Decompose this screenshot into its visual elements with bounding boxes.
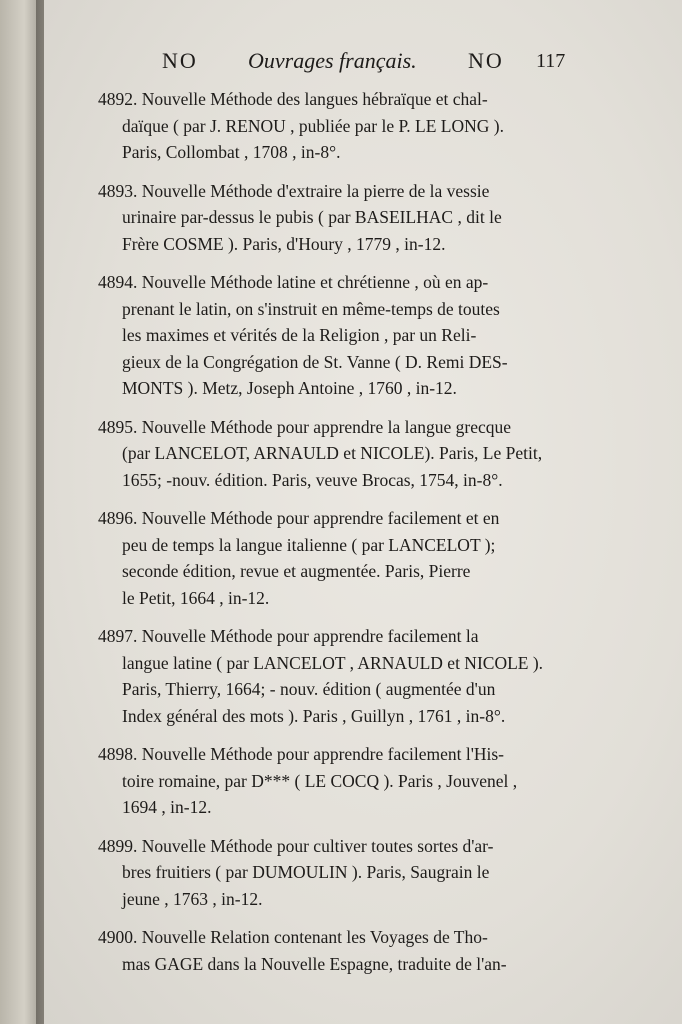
entry-first-line: 4892. Nouvelle Méthode des langues hébraïque et chal-: [98, 89, 488, 109]
entry-line: le Petit, 1664 , in-12.: [122, 587, 270, 608]
entry-line: toire romaine, par D*** ( LE COCQ ). Paris , Jouvenel ,: [122, 770, 518, 791]
entry-line: MONTS ). Metz, Joseph Antoine , 1760 , in-12.: [122, 378, 457, 398]
header-left: NO: [162, 48, 198, 73]
running-header: [162, 48, 622, 80]
entry-line: mas GAGE dans la Nouvelle Espagne, traduite de l'an-: [122, 953, 507, 974]
entry-line: langue latine ( par LANCELOT , ARNAULD et NICOLE ).: [122, 652, 544, 673]
entry-first-line: 4893. Nouvelle Méthode d'extraire la pierre de la vessie: [98, 180, 490, 201]
entry-line: 1694 , in-12.: [122, 797, 212, 817]
catalogue-entry: [98, 414, 646, 494]
catalogue-entry: [98, 86, 646, 166]
book-page: [44, 0, 682, 1024]
entry-line: les maximes et vérités de la Religion , par un Reli-: [122, 325, 477, 345]
entry-line: Paris, Thierry, 1664; - nouv. édition ( augmentée d'un: [122, 679, 496, 699]
entry-first-line: 4898. Nouvelle Méthode pour apprendre facilement l'His-: [98, 744, 505, 764]
catalogue-entry: [98, 269, 646, 402]
catalogue-entry: [98, 741, 646, 821]
catalogue-entry: [98, 505, 646, 611]
entry-line: urinaire par-dessus le pubis ( par BASEILHAC , dit le: [122, 207, 502, 227]
catalogue-entries: [98, 86, 646, 989]
entry-first-line: 4895. Nouvelle Méthode pour apprendre la langue grecque: [98, 416, 512, 437]
entry-first-line: 4897. Nouvelle Méthode pour apprendre facilement la: [98, 626, 479, 646]
entry-line: seconde édition, revue et augmentée. Paris, Pierre: [122, 561, 471, 581]
entry-line: (par LANCELOT, ARNAULD et NICOLE). Paris, Le Petit,: [122, 443, 543, 463]
catalogue-entry: [98, 924, 646, 977]
catalogue-entry: [98, 833, 646, 913]
catalogue-entry: [98, 623, 646, 729]
entry-line: bres fruitiers ( par DUMOULIN ). Paris, Saugrain le: [122, 862, 490, 882]
entry-line: prenant le latin, on s'instruit en même-temps de toutes: [122, 298, 500, 319]
entry-first-line: 4896. Nouvelle Méthode pour apprendre facilement et en: [98, 508, 500, 528]
entry-line: Index général des mots ). Paris , Guillyn , 1761 , in-8°.: [122, 705, 506, 726]
entry-line: Frère COSME ). Paris, d'Houry , 1779 , in-12.: [122, 233, 446, 254]
entry-line: peu de temps la langue italienne ( par LANCELOT );: [122, 534, 496, 555]
entry-line: 1655; -nouv. édition. Paris, veuve Brocas, 1754, in-8°.: [122, 469, 503, 490]
entry-first-line: 4894. Nouvelle Méthode latine et chrétienne , où en ap-: [98, 272, 489, 292]
entry-first-line: 4899. Nouvelle Méthode pour cultiver toutes sortes d'ar-: [98, 835, 494, 856]
entry-line: Paris, Collombat , 1708 , in-8°.: [122, 142, 341, 162]
page-number: 117: [536, 50, 566, 72]
entry-line: daïque ( par J. RENOU , publiée par le P. LE LONG ).: [122, 115, 504, 136]
entry-line: gieux de la Congrégation de St. Vanne ( D. Remi DES-: [122, 351, 508, 372]
header-right: NO: [468, 48, 504, 73]
catalogue-entry: [98, 178, 646, 258]
entry-line: jeune , 1763 , in-12.: [122, 888, 263, 909]
header-title: Ouvrages français.: [248, 48, 417, 73]
entry-first-line: 4900. Nouvelle Relation contenant les Voyages de Tho-: [98, 927, 488, 947]
